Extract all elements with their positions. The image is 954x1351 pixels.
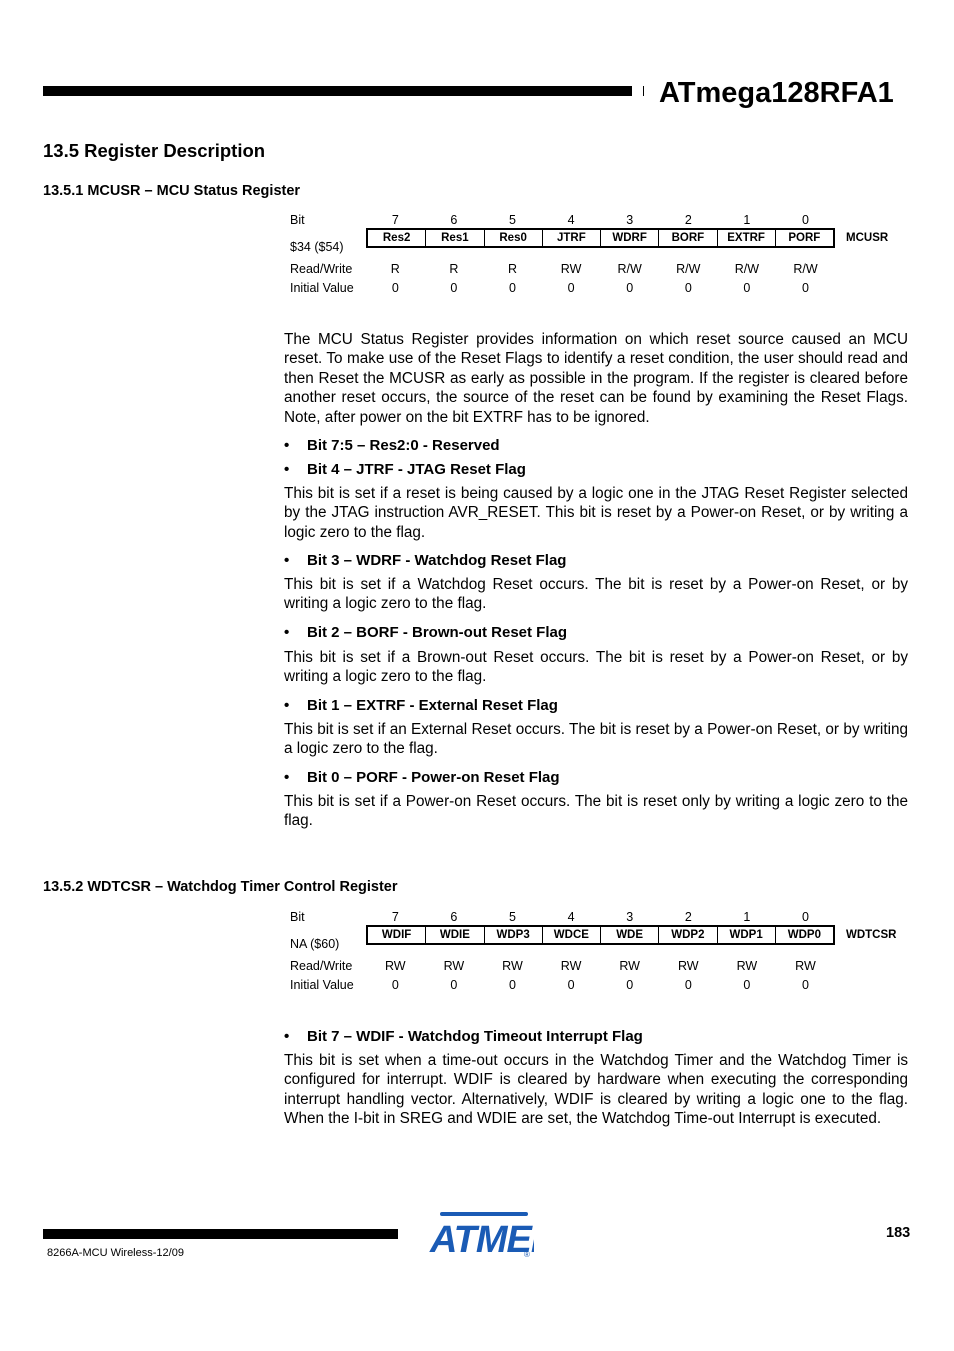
atmel-logo <box>428 1210 534 1260</box>
initial-value: 0 <box>684 978 692 992</box>
initial-value: 0 <box>802 281 809 295</box>
bit-number: 7 <box>391 910 399 924</box>
initial-value: 0 <box>802 978 809 992</box>
register-address: $34 ($54) <box>290 240 344 254</box>
document-title: ATmega128RFA1 <box>659 77 894 109</box>
bit-number: 4 <box>567 213 575 227</box>
bit-number: 7 <box>391 213 399 227</box>
atmel-logo-graphic <box>428 1210 534 1260</box>
rw-value: R <box>390 262 400 276</box>
register-bit-row <box>366 925 835 945</box>
initial-value: 0 <box>684 281 692 295</box>
wdtcsr-register-table <box>290 909 910 999</box>
initial-value: 0 <box>626 281 634 295</box>
bit-name-cell: WDIE <box>426 927 484 943</box>
bullet-icon: • <box>284 697 290 714</box>
bullet-icon: • <box>284 437 290 454</box>
bit-label: Bit <box>290 213 305 227</box>
bit-description: This bit is set when a time-out occurs in the Watchdog Timer and the Watchdog Timer is configured for interrupt. WDIF is cleared by hardware when executing the corresponding interrupt handling vector. Alternatively, WDIF is cleared by writing a logic one to the flag. When the I-bit in SREG and WDIE are set, the Watchdog Time-out Interrupt is executed. <box>284 1052 908 1128</box>
bit-number: 5 <box>509 910 516 924</box>
bit-description: This bit is set if a Watchdog Reset occurs. The bit is reset by a Power-on Reset, or by writing a logic zero to the flag. <box>284 576 908 613</box>
rw-value: RW <box>502 959 523 973</box>
document-code: 8266A-MCU Wireless-12/09 <box>47 1247 184 1259</box>
bullet-icon: • <box>284 552 290 569</box>
bit-description: This bit is set if a Power-on Reset occurs. The bit is reset only by writing a logic zero to the flag. <box>284 793 908 830</box>
bit-heading <box>284 697 558 714</box>
section-heading: 13.5 Register Description <box>43 140 266 161</box>
header-rule <box>43 86 632 96</box>
bit-label: Bit <box>290 910 305 924</box>
rw-value: R/W <box>676 262 701 276</box>
mcusr-register-table <box>290 212 910 302</box>
bit-heading-text: Bit 7:5 – Res2:0 - Reserved <box>307 437 500 454</box>
bit-name-cell: Res0 <box>485 230 543 246</box>
bit-name-cell: WDIF <box>368 927 426 943</box>
bit-number: 4 <box>567 910 575 924</box>
bit-number: 0 <box>802 213 809 227</box>
bit-number: 3 <box>626 213 634 227</box>
initial-value: 0 <box>743 281 751 295</box>
svg-text:®: ® <box>524 1250 530 1259</box>
bit-heading-text: Bit 3 – WDRF - Watchdog Reset Flag <box>307 552 567 569</box>
bit-number: 1 <box>743 213 751 227</box>
initial-value: 0 <box>509 978 516 992</box>
bit-heading <box>284 769 560 786</box>
initial-value: 0 <box>509 281 516 295</box>
initial-value: 0 <box>743 978 751 992</box>
bit-number: 0 <box>802 910 809 924</box>
wdtcsr-heading: 13.5.2 WDTCSR – Watchdog Timer Control Register <box>43 879 398 895</box>
rw-value: R <box>507 262 517 276</box>
bullet-icon: • <box>284 461 290 478</box>
register-name: WDTCSR <box>846 929 897 941</box>
bit-name-cell: WDRF <box>601 230 659 246</box>
bit-description: This bit is set if a Brown-out Reset occurs. The bit is reset by a Power-on Reset, or by writing a logic zero to the flag. <box>284 649 908 686</box>
bit-heading-text: Bit 0 – PORF - Power-on Reset Flag <box>307 769 560 786</box>
read-write-label: Read/Write <box>290 262 353 276</box>
bit-description: This bit is set if an External Reset occurs. The bit is reset by a Power-on Reset, or by writing a logic zero to the flag. <box>284 721 908 758</box>
page-number: 183 <box>886 1225 911 1241</box>
bit-name-cell: WDE <box>601 927 659 943</box>
bit-heading <box>284 1028 643 1045</box>
bit-heading-text: Bit 7 – WDIF - Watchdog Timeout Interrupt Flag <box>307 1028 643 1045</box>
rw-value: R <box>449 262 459 276</box>
initial-value: 0 <box>450 281 458 295</box>
mcusr-intro-paragraph: The MCU Status Register provides information on which reset source caused an MCU reset. To make use of the Reset Flags to identify a reset condition, the user should read and then Reset the MCUSR as early as possible in the program. If the register is cleared before another reset occurs, the source of the reset can be found by examining the Reset Flags. Note, after power on the bit EXTRF has to be ignored. <box>284 331 908 426</box>
bit-name-cell: BORF <box>659 230 717 246</box>
initial-value: 0 <box>391 281 399 295</box>
rw-value: R/W <box>734 262 760 276</box>
bit-number: 3 <box>626 910 634 924</box>
bit-heading-text: Bit 4 – JTRF - JTAG Reset Flag <box>307 461 526 478</box>
bit-number: 6 <box>450 213 458 227</box>
bit-number: 5 <box>509 213 516 227</box>
header-tick <box>643 86 644 96</box>
bit-heading <box>284 552 566 569</box>
bit-name-cell: PORF <box>788 232 821 244</box>
bit-heading-text: Bit 2 – BORF - Brown-out Reset Flag <box>307 624 568 641</box>
initial-value: 0 <box>391 978 399 992</box>
bit-name-cell: WDP2 <box>659 927 717 943</box>
bit-name-cell: WDP1 <box>718 927 776 943</box>
read-write-label: Read/Write <box>290 959 353 973</box>
footer-rule <box>43 1229 398 1239</box>
register-address: NA ($60) <box>290 937 340 951</box>
bit-name-cell: WDP3 <box>485 927 543 943</box>
initial-value: 0 <box>567 978 575 992</box>
rw-value: R/W <box>793 262 818 276</box>
rw-value: RW <box>619 959 640 973</box>
rw-value: RW <box>560 959 582 973</box>
initial-value-label: Initial Value <box>290 978 354 992</box>
bit-name-cell: WDCE <box>543 927 601 943</box>
bit-heading <box>284 437 500 454</box>
rw-value: RW <box>560 262 582 276</box>
rw-value: R/W <box>617 262 642 276</box>
bit-number: 1 <box>743 910 751 924</box>
rw-value: RW <box>677 959 699 973</box>
rw-value: RW <box>736 959 758 973</box>
register-bit-row <box>366 228 835 248</box>
rw-value: RW <box>443 959 465 973</box>
initial-value: 0 <box>567 281 575 295</box>
initial-value: 0 <box>450 978 458 992</box>
mcusr-heading: 13.5.1 MCUSR – MCU Status Register <box>43 183 301 199</box>
bullet-icon: • <box>284 624 290 641</box>
initial-value: 0 <box>626 978 634 992</box>
bit-name-cell: Res1 <box>426 230 484 246</box>
bit-name-cell: EXTRF <box>718 230 776 246</box>
bit-number: 2 <box>684 213 692 227</box>
rw-value: RW <box>384 959 406 973</box>
bit-heading <box>284 461 526 478</box>
rw-value: RW <box>795 959 816 973</box>
bit-name-cell: JTRF <box>543 230 601 246</box>
bullet-icon: • <box>284 1028 290 1045</box>
bit-number: 6 <box>450 910 458 924</box>
bit-heading-text: Bit 1 – EXTRF - External Reset Flag <box>307 697 558 714</box>
initial-value-label: Initial Value <box>290 281 354 295</box>
bit-name-cell: Res2 <box>368 230 426 246</box>
svg-text:ATMEL: ATME <box>430 1219 531 1260</box>
bullet-icon: • <box>284 769 290 786</box>
bit-heading <box>284 624 567 641</box>
bit-name-cell: WDP0 <box>787 929 821 941</box>
bit-description: This bit is set if a reset is being caused by a logic one in the JTAG Reset Register selected by the JTAG instruction AVR_RESET. This bit is reset by a Power-on Reset, or by writing a logic zero to the flag. <box>284 485 908 541</box>
register-name: MCUSR <box>846 232 889 244</box>
bit-number: 2 <box>684 910 692 924</box>
